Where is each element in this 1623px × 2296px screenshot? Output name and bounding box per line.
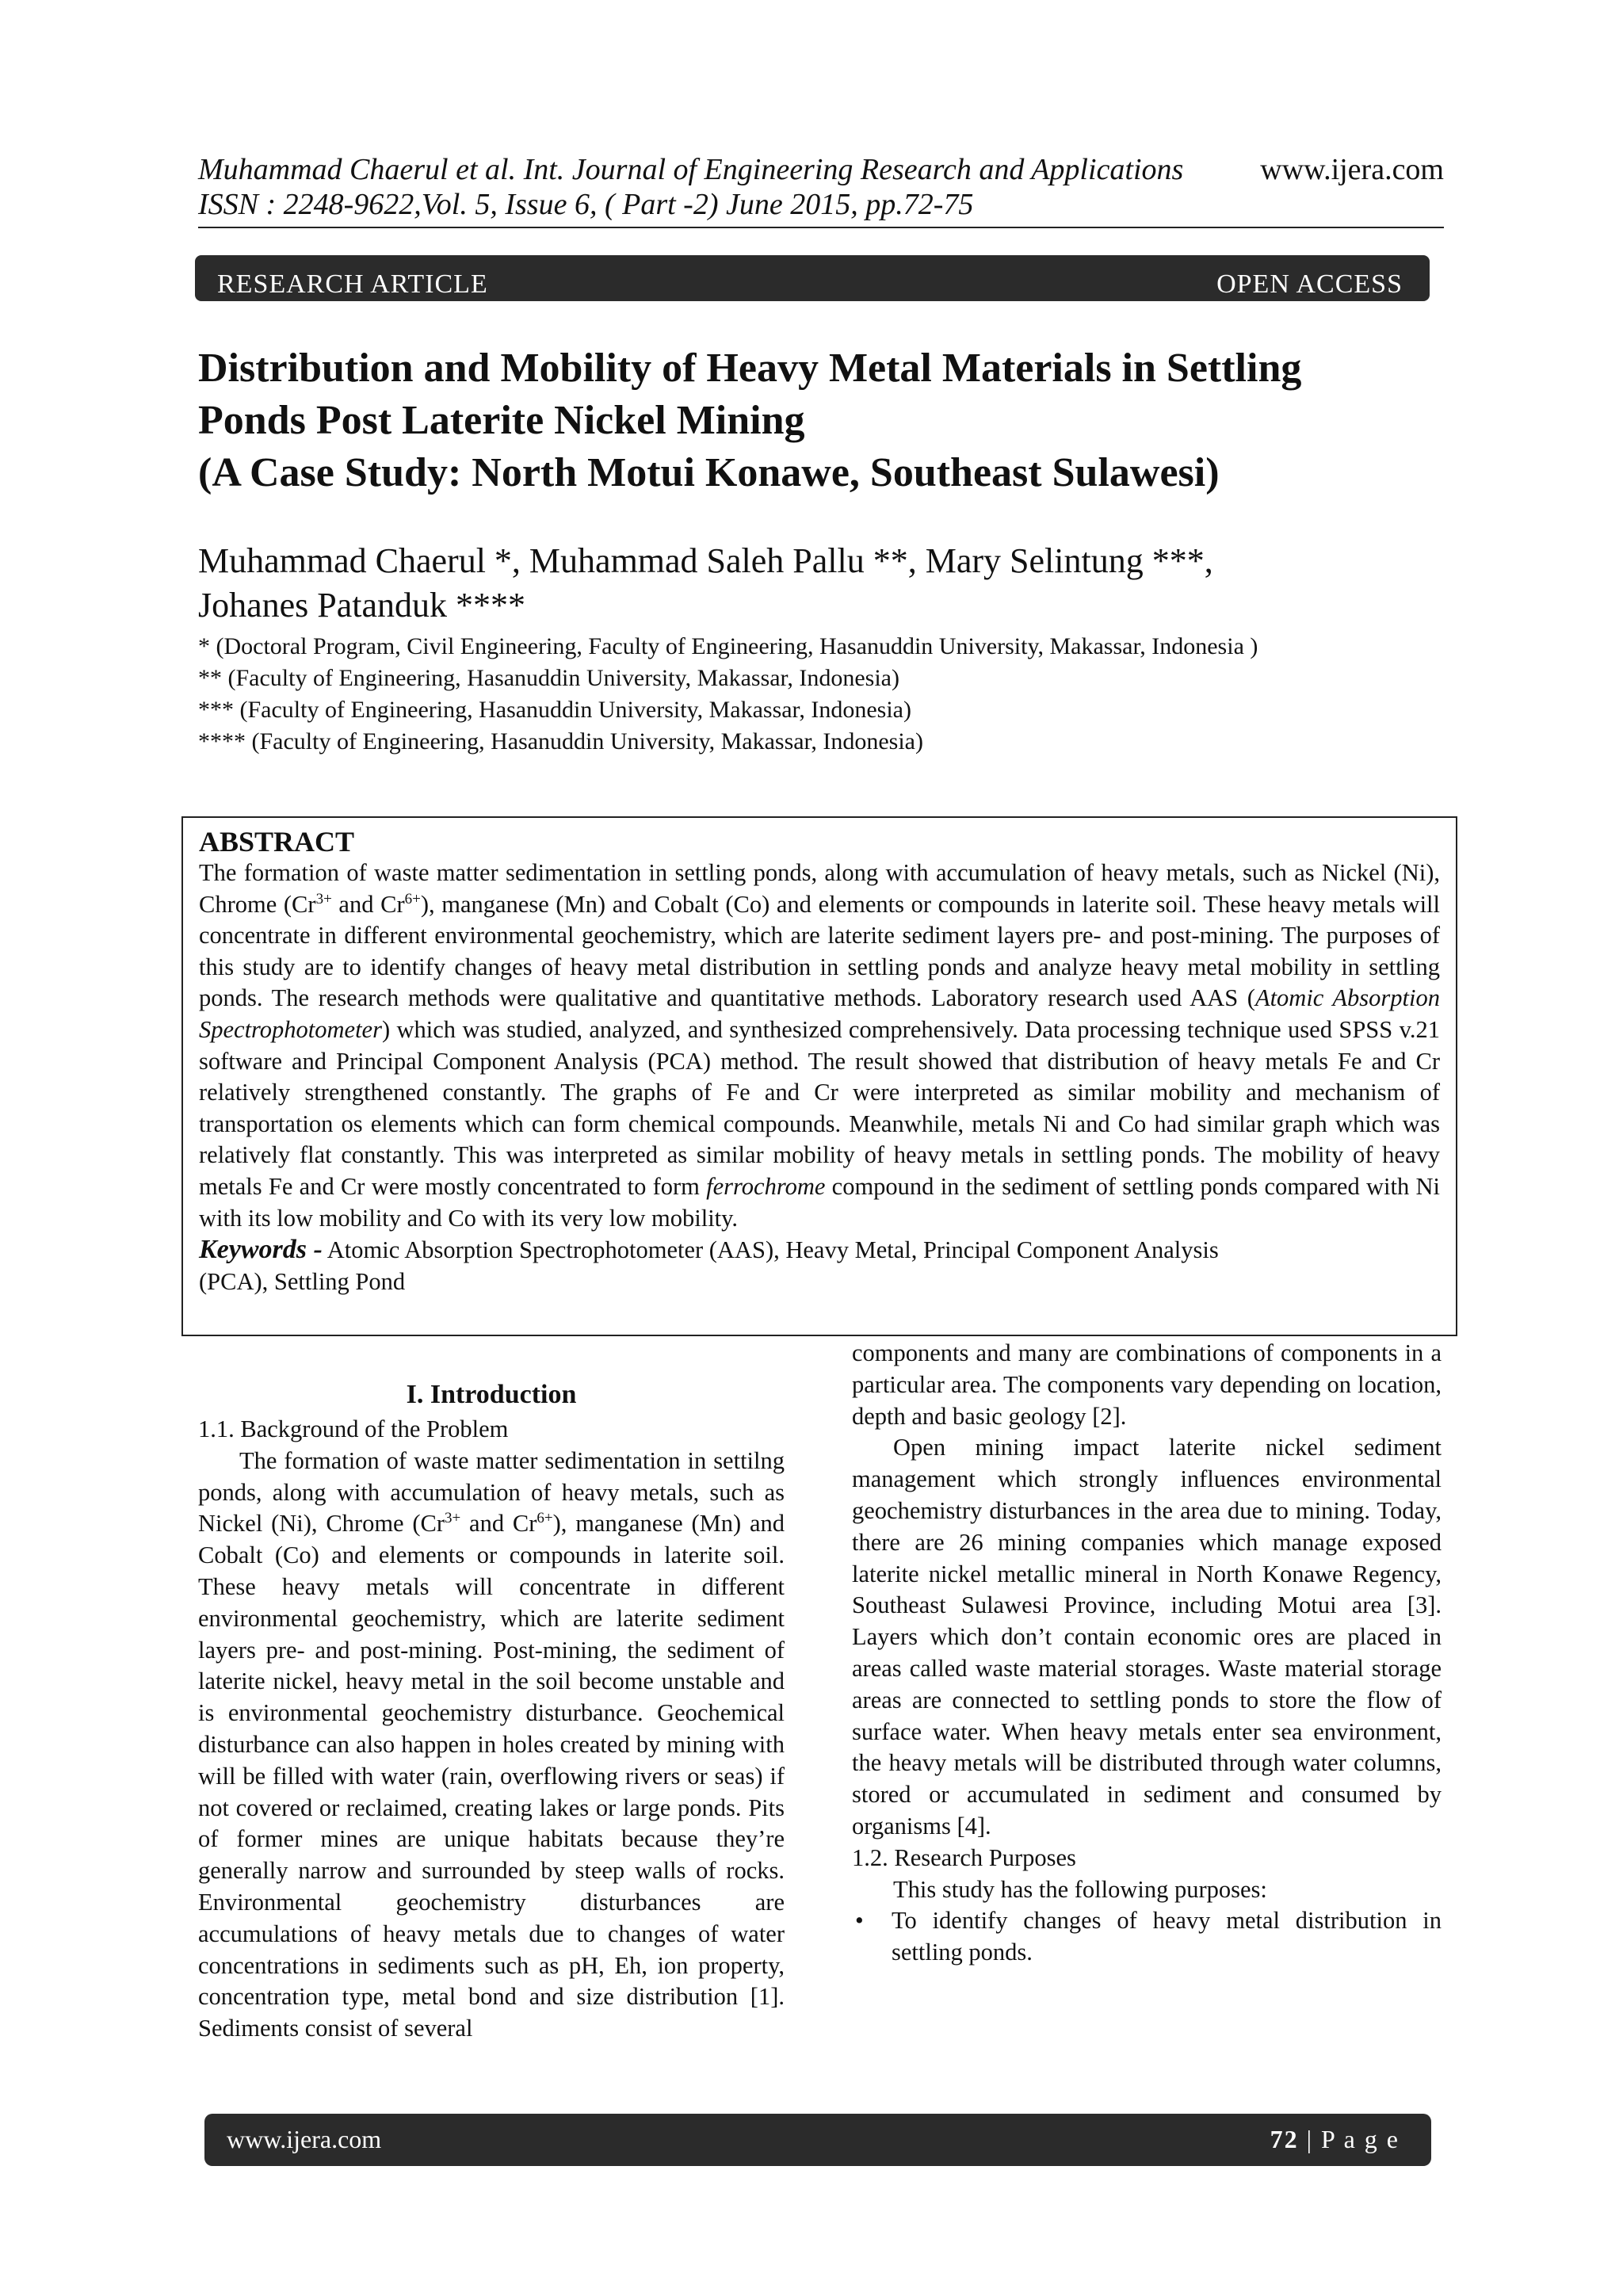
abstract-text-run: The formation of waste matter sedimentation in settling ponds, along with accumulation of heavy metals, such as Nickel (Ni), Chrome (Cr — [199, 859, 1440, 918]
keywords-label: Keywords - — [199, 1235, 323, 1265]
issn-line: ISSN : 2248-9622,Vol. 5, Issue 6, ( Part -2) June 2015, pp.72-75 — [198, 188, 974, 221]
text-run: and Cr — [460, 1510, 537, 1538]
superscript: 3+ — [445, 1510, 461, 1527]
abstract-text-run: ) which was studied, analyzed, and synthesized comprehensively. Data processing technique used SPSS v.21 software and Principal Component Analysis (PCA) method. The result showed that distribution of heavy metals Fe and Cr relatively strengthened constantly. The graphs of Fe and Cr were interpreted as similar mobility and mechanism of transportation os elements which can form chemical compounds. Meanwhile, metals Ni and Co had similar graph which was relatively flat constantly. This was interpreted as similar mobility of heavy metals in settling ponds. The mobility of heavy metals Fe and Cr were mostly concentrated to form — [199, 1015, 1440, 1200]
body-paragraph: Open mining impact laterite nickel sediment management which strongly influences environmental geochemistry disturbances in the area due to mining. Today, there are 26 mining companies which manage exposed laterite nickel metallic mineral in North Konawe Regency, Southeast Sulawesi Province, including Motui area [3]. Layers which don’t contain economic ores are placed in areas called waste material storages. Waste material storage areas are connected to settling ponds to store the flow of surface water. When heavy metals enter sea environment, the heavy metals will be distributed through water columns, stored or accumulated in sediment and consumed by organisms [4]. — [852, 1434, 1442, 1839]
page-label: | P a g e — [1298, 2125, 1400, 2153]
title-line: Ponds Post Laterite Nickel Mining — [198, 398, 805, 443]
abstract-heading: ABSTRACT — [199, 826, 355, 858]
body-paragraph: This study has the following purposes: — [893, 1875, 1267, 1903]
abstract-italic-term: ferrochrome — [706, 1172, 826, 1200]
header-website-link[interactable]: www.ijera.com — [1260, 153, 1444, 186]
page-number-value: 72 — [1270, 2125, 1299, 2153]
abstract-text-run: ), manganese (Mn) and Cobalt (Co) and elements or compounds in laterite soil. These heavy metals will concentrate in different environmental geochemistry, which are laterite sediment layers pre- and post-mining. The purposes of this study are to identify changes of heavy metal distribution in settling ponds and analyze heavy metal mobility in settling ponds. The research methods were qualitative and quantitative methods. Laboratory research used AAS ( — [199, 890, 1441, 1012]
subsection-heading: 1.1. Background of the Problem — [198, 1415, 509, 1442]
abstract-box — [181, 816, 1457, 1336]
abstract-italic-term: Atomic Absorption Spectrophotometer — [199, 984, 1440, 1043]
title-line: (A Case Study: North Motui Konawe, Southeast Sulawesi) — [198, 450, 1220, 495]
text-run: The formation of waste matter sedimentation in settilng ponds, along with accumulation of heavy metals, such as Nickel (Ni), Chrome (Cr — [198, 1446, 785, 1538]
body-paragraph: components and many are combinations of components in a particular area. The components vary depending on location, depth and basic geology [2]. — [852, 1339, 1442, 1430]
affiliation: **** (Faculty of Engineering, Hasanuddin University, Makassar, Indonesia) — [198, 728, 923, 755]
subsection-heading: 1.2. Research Purposes — [852, 1843, 1076, 1871]
text-run: ), manganese (Mn) and Cobalt (Co) and elements or compounds in laterite soil. These heavy metals will concentrate in different environmental geochemistry, which are laterite sediment layers pre- and post-mining. Post-mining, the sediment of laterite nickel, heavy metal in the soil become unstable and is environmental geochemistry disturbance. Geochemical disturbance can also happen in holes created by mining with will be filled with water (rain, overflowing rivers or seas) if not covered or reclaimed, creating lakes or large ponds. Pits of former mines are unique habitats because they’re generally narrow and surrounded by steep walls of rocks. Environmental geochemistry disturbances are accumulations of heavy metals due to changes of water concentrations in sediments such as pH, Eh, ion property, concentration type, metal bond and size distribution [1]. Sediments consist of several — [198, 1510, 785, 2042]
paper-title — [198, 342, 1466, 499]
running-header — [198, 152, 1444, 222]
abstract-text-run: compound in the sediment of settling ponds compared with Ni with its low mobility and Co with its very low mobility. — [199, 1172, 1440, 1232]
author-list — [198, 539, 1466, 628]
abstract-text-run: and Cr — [331, 890, 405, 918]
bullet-text: To identify changes of heavy metal distribution in settling ponds. — [892, 1907, 1442, 1966]
body-paragraph — [198, 1446, 785, 2045]
superscript: 6+ — [404, 890, 421, 907]
affiliation: ** (Faculty of Engineering, Hasanuddin University, Makassar, Indonesia) — [198, 665, 899, 691]
left-column — [198, 1376, 785, 2045]
keywords-text: Atomic Absorption Spectrophotometer (AAS), Heavy Metal, Principal Component Analysis — [322, 1236, 1219, 1264]
page-footer — [204, 2114, 1431, 2166]
article-type-banner — [195, 255, 1430, 301]
keywords-text: (PCA), Settling Pond — [199, 1267, 406, 1295]
page-number — [1270, 2125, 1400, 2154]
bullet-list-item — [852, 1905, 1442, 1969]
author-line: Johanes Patanduk **** — [198, 586, 526, 625]
section-heading-introduction: I. Introduction — [406, 1380, 577, 1409]
affiliation-list — [198, 631, 1506, 758]
right-column — [852, 1338, 1442, 1969]
superscript: 3+ — [315, 890, 332, 907]
open-access-label: OPEN ACCESS — [1216, 269, 1403, 299]
header-divider — [198, 227, 1444, 228]
superscript: 6+ — [537, 1510, 553, 1527]
bullet-icon: • — [855, 1907, 864, 1935]
journal-citation: Muhammad Chaerul et al. Int. Journal of Engineering Research and Applications — [198, 153, 1184, 186]
research-article-label: RESEARCH ARTICLE — [217, 269, 488, 299]
affiliation: *** (Faculty of Engineering, Hasanuddin University, Makassar, Indonesia) — [198, 697, 911, 723]
author-line: Muhammad Chaerul *, Muhammad Saleh Pallu **, Mary Selintung ***, — [198, 541, 1213, 580]
keywords — [199, 1234, 1440, 1297]
footer-website-link[interactable]: www.ijera.com — [227, 2125, 382, 2153]
title-line: Distribution and Mobility of Heavy Metal Materials in Settling — [198, 346, 1302, 391]
abstract-text — [199, 858, 1440, 1234]
affiliation: * (Doctoral Program, Civil Engineering, Faculty of Engineering, Hasanuddin University, Makassar, Indonesia ) — [198, 633, 1258, 659]
